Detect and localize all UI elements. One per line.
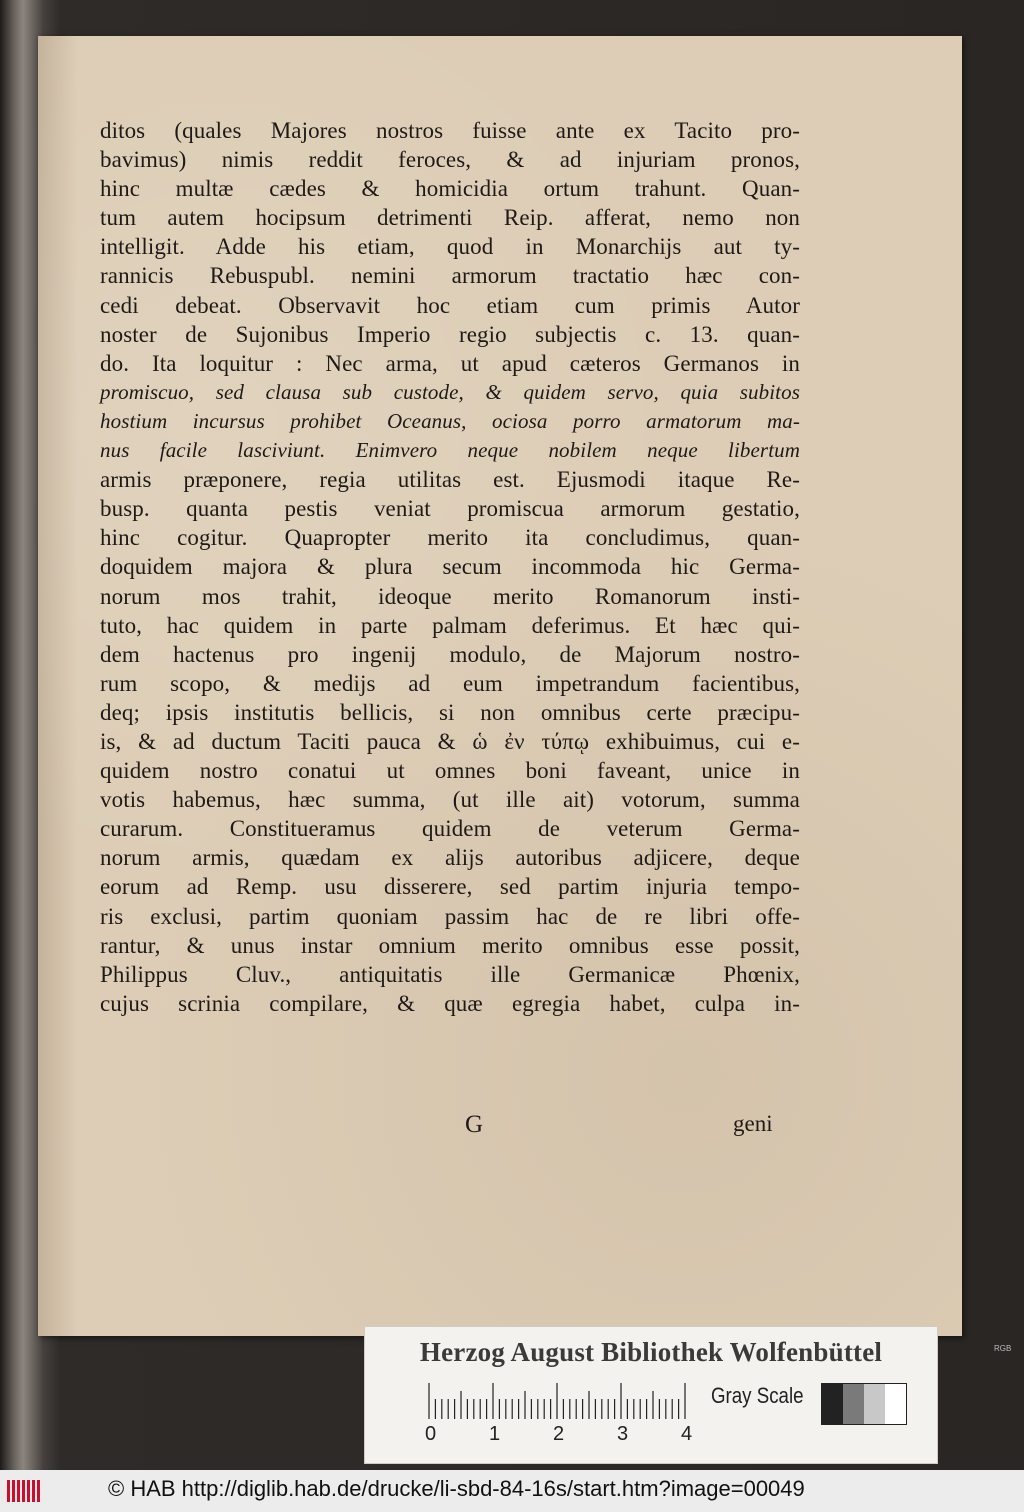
text-line: noster de Sujonibus Imperio regio subjectis c. 13. quan- [100,321,800,347]
library-title: Herzog August Bibliothek Wolfenbüttel [419,1337,883,1367]
ruler-number: 2 [553,1423,565,1445]
gray-scale-label: Gray Scale [711,1383,804,1408]
text-line: intelligit. Adde his etiam, quod in Monarchijs aut ty- [100,234,800,260]
text-line: cedi debeat. Observavit hoc etiam cum primis Autor [100,292,800,318]
text-line: eorum ad Remp. usu disserere, sed partim injuria tempo- [100,874,800,900]
gray-swatch-1 [843,1384,864,1424]
page-text [100,116,800,1018]
footer-url[interactable]: © HAB http://diglib.hab.de/drucke/li-sbd-84-16s/start.htm?image=00049 [108,1476,805,1501]
text-line: bavimus) nimis reddit feroces, & ad injuriam pronos, [100,147,800,173]
gray-swatch-2 [864,1384,885,1424]
gray-scale-swatches [821,1383,907,1425]
gray-swatch-0 [822,1384,843,1424]
catchword: geni [733,1111,773,1136]
ruler-number: 3 [617,1423,629,1445]
text-line: Philippus Cluv., antiquitatis ille Germanicæ Phœnix, [100,961,800,987]
text-line-quote: nus facile lasciviunt. Enimvero neque nobilem neque libertum [100,438,800,463]
text-line: armis præponere, regia utilitas est. Ejusmodi itaque Re- [100,467,800,493]
text-line: norum mos trahit, ideoque merito Romanorum insti- [100,583,800,609]
ruler-number: 0 [425,1423,437,1445]
text-line: deq; ipsis institutis bellicis, si non omnibus certe præcipu- [100,699,800,725]
text-line: hinc cogitur. Quapropter merito ita concludimus, quan- [100,525,800,551]
text-line: cujus scrinia compilare, & quæ egregia habet, culpa in- [100,990,800,1016]
ruler-numbers [425,1423,725,1447]
ruler-number: 1 [489,1423,501,1445]
book-binding [0,0,42,1470]
hab-logo-icon [6,1478,42,1504]
text-line: rantur, & unus instar omnium merito omnibus esse possit, [100,932,800,958]
signature-mark: G [465,1111,484,1138]
text-line: dem hactenus pro ingenij modulo, de Majorum nostro- [100,641,800,667]
scan-code: RGB [994,1344,1012,1353]
text-line-quote: promiscuo, sed clausa sub custode, & quidem servo, quia subitos [100,379,800,404]
text-line: curarum. Constitueramus quidem de veterum Germa- [100,816,800,842]
text-line: doquidem majora & plura secum incommoda hic Germa- [100,554,800,580]
text-line: quidem nostro conatui ut omnes boni faveant, unice in [100,758,800,784]
text-line: hinc multæ cædes & homicidia ortum trahunt. Quan- [100,176,800,202]
text-line: busp. quanta pestis veniat promiscua armorum gestatio, [100,496,800,522]
text-line: norum armis, quædam ex alijs autoribus adjicere, deque [100,845,800,871]
text-line: ris exclusi, partim quoniam passim hac de re libri offe- [100,903,800,929]
text-line: ditos (quales Majores nostros fuisse ante ex Tacito pro- [100,118,800,143]
ruler-number: 4 [681,1423,693,1445]
text-line: tuto, hac quidem in parte palmam deferimus. Et hæc qui- [100,612,800,638]
text-line: is, & ad ductum Taciti pauca & ὡ ἐν τύπῳ exhibuimus, cui e- [100,728,800,754]
text-line-quote: hostium incursus prohibet Oceanus, ociosa porro armatorum ma- [100,408,800,433]
gray-swatch-3 [885,1384,906,1424]
text-line: rannicis Rebuspubl. nemini armorum tractatio hæc con- [100,263,800,289]
footer-bar [0,1470,1024,1512]
text-line: rum scopo, & medijs ad eum impetrandum facientibus, [100,670,800,696]
text-line: tum autem hocipsum detrimenti Reip. afferat, nemo non [100,205,800,231]
text-line: do. Ita loquitur : Nec arma, ut apud cæteros Germanos in [100,350,800,376]
ruler-scale [427,1381,697,1419]
text-line: votis habemus, hæc summa, (ut ille ait) votorum, summa [100,787,800,813]
library-label [364,1326,938,1464]
